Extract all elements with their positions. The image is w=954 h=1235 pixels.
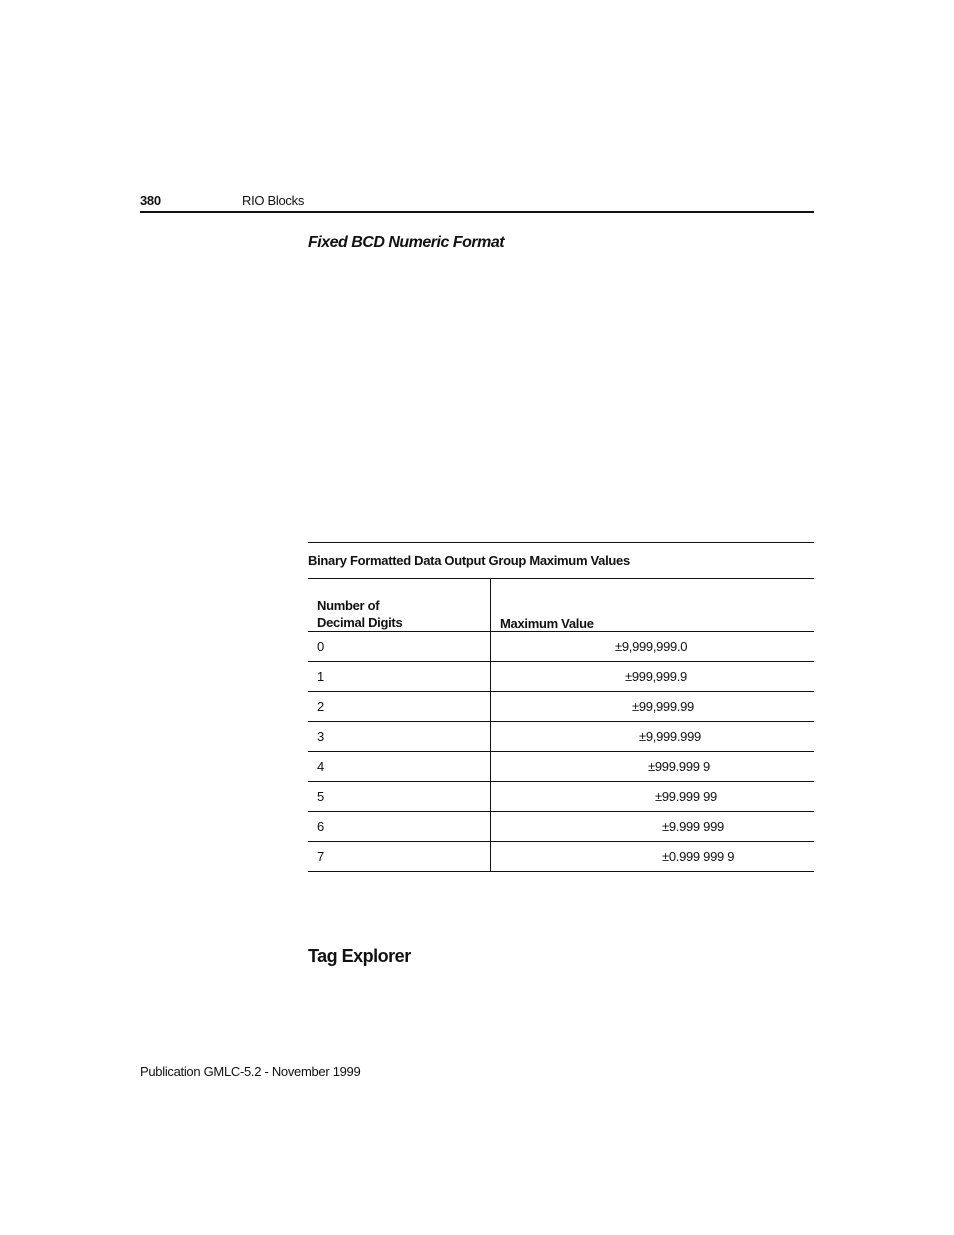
header-rule [140, 211, 814, 213]
publication-footer: Publication GMLC-5.2 - November 1999 [140, 1064, 361, 1079]
table-row [308, 692, 814, 722]
column-header-max: Maximum Value [491, 579, 815, 632]
max-value-cell: ±99.999 99 [491, 782, 815, 812]
running-head: RIO Blocks [242, 193, 305, 208]
digits-cell: 2 [308, 692, 491, 722]
table-caption-row [308, 543, 814, 579]
column-header-digits-line2: Decimal Digits [317, 615, 403, 630]
digits-cell: 0 [308, 632, 491, 662]
table-header-row [308, 579, 814, 632]
digits-cell: 4 [308, 752, 491, 782]
max-values-table [308, 542, 814, 872]
max-value-cell: ±999,999.9 [491, 662, 815, 692]
max-value-cell: ±0.999 999 9 [491, 842, 815, 872]
column-header-digits-line1: Number of [317, 598, 380, 613]
section-heading: Fixed BCD Numeric Format [308, 234, 505, 251]
max-value-cell: ±9,999.999 [491, 722, 815, 752]
table-row [308, 632, 814, 662]
table-row [308, 782, 814, 812]
digits-cell: 7 [308, 842, 491, 872]
page-number: 380 [140, 193, 161, 208]
max-value-cell: ±9,999,999.0 [491, 632, 815, 662]
table-row [308, 722, 814, 752]
digits-cell: 1 [308, 662, 491, 692]
max-value-cell: ±99,999.99 [491, 692, 815, 722]
digits-cell: 6 [308, 812, 491, 842]
digits-cell: 5 [308, 782, 491, 812]
table-row [308, 812, 814, 842]
table-row [308, 662, 814, 692]
table-row [308, 752, 814, 782]
max-value-cell: ±999.999 9 [491, 752, 815, 782]
table-row [308, 842, 814, 872]
tag-explorer-heading: Tag Explorer [308, 946, 411, 966]
max-value-cell: ±9.999 999 [491, 812, 815, 842]
data-table [308, 542, 814, 872]
table-caption: Binary Formatted Data Output Group Maximum Values [308, 543, 814, 579]
digits-cell: 3 [308, 722, 491, 752]
column-header-digits [308, 579, 491, 632]
